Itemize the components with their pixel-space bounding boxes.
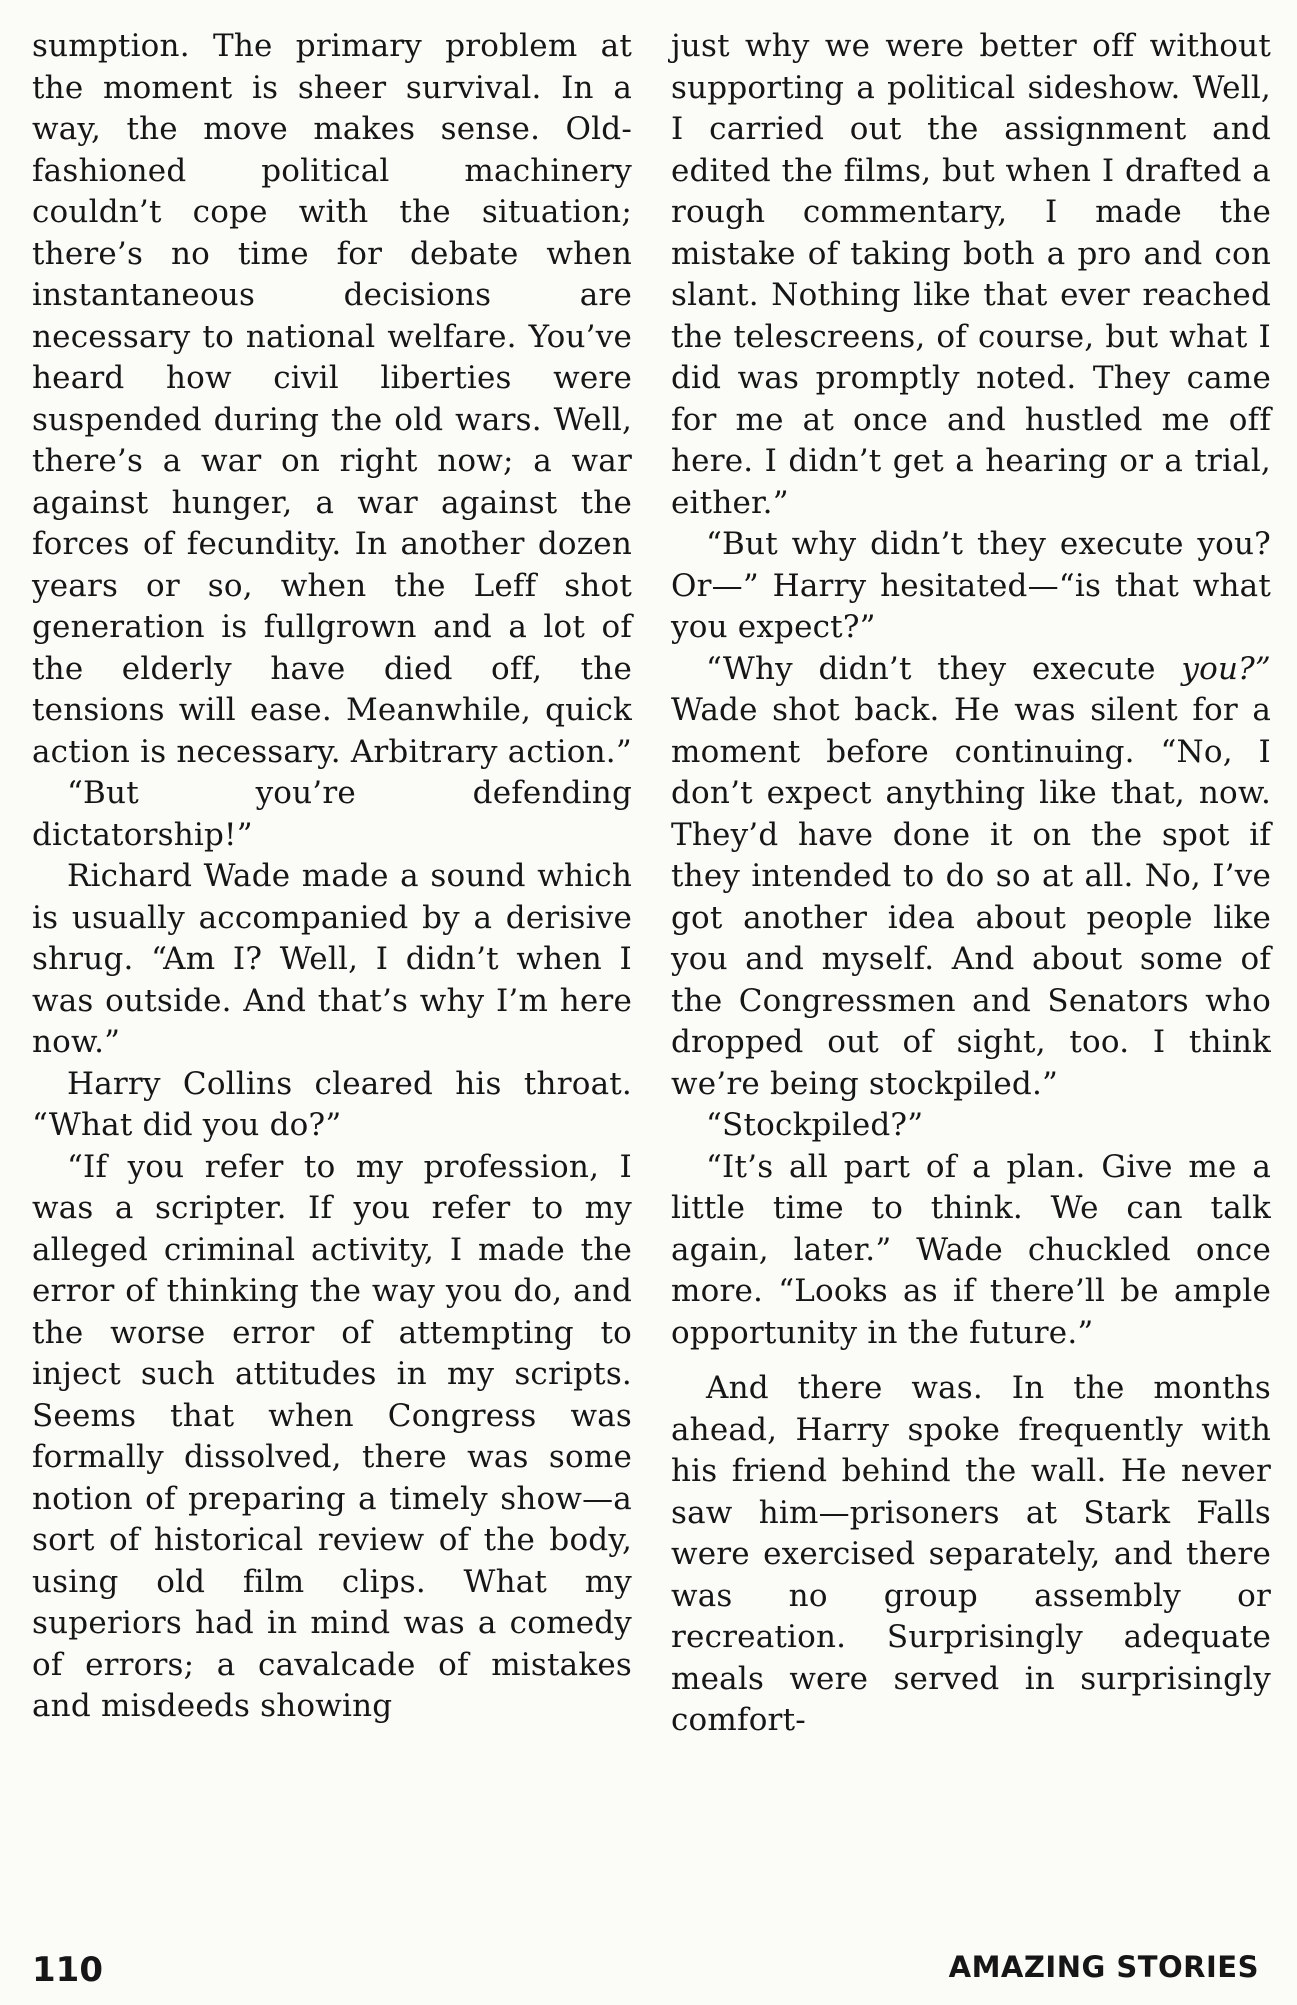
paragraph: “It’s all part of a plan. Give me a little time to think. We can talk again, later.” Wade chuckled once more. “Looks as if there’ll be ample opportunity in the future.”	[671, 1148, 1271, 1351]
paragraph-text: Wade shot back. He was silent for a moment before continuing. “No, I don’t expect anything like that, now. They’d have done it on the spot if they intended to do so at all. No, I’ve got another idea about people like you and myself. And about some of the Congressmen and Senators who dropped out of sight, too. I think we’re being stockpiled.”	[671, 692, 1271, 1102]
emphasis-text: you?”	[1181, 650, 1271, 687]
paragraph: Richard Wade made a sound which is usually accompanied by a derisive shrug. “Am I? Well, I didn’t when I was outside. And that’s why I’m here now.”	[32, 858, 632, 1060]
paragraph: just why we were better off without supporting a political sideshow. Well, I carried out the assignment and edited the films, but when I drafted a rough commentary, I made the mistake of taking both a pro and con slant. Nothing like that ever reached the telescreens, of course, but what I did was promptly noted. They came for me at once and hustled me off here. I didn’t get a hearing or a trial, either.”	[671, 28, 1271, 521]
paragraph: Harry Collins cleared his throat. “What did you do?”	[32, 1065, 632, 1143]
magazine-title: AMAZING STORIES	[948, 1950, 1259, 1984]
paragraph-text: “Why didn’t they execute	[706, 650, 1182, 687]
right-text-column	[671, 26, 1271, 1742]
paragraph: And there was. In the months ahead, Harry spoke frequently with his friend behind the wall. He never saw him—prisoners at Stark Falls were exercised separately, and there was no group assembly or recreation. Surprisingly adequate meals were served in surprisingly comfort-	[671, 1370, 1271, 1738]
paragraph: “But you’re defending dictatorship!”	[32, 775, 632, 853]
paragraph: “But why didn’t they execute you? Or—” Harry hesitated—“is that what you expect?”	[671, 526, 1271, 645]
left-text-column	[32, 26, 632, 1728]
page-number: 110	[32, 1950, 103, 1990]
paragraph: sumption. The primary problem at the moment is sheer survival. In a way, the move makes sense. Old-fashioned political machinery couldn’t cope with the situation; there’s no time for debate when instantaneous decisions are necessary to national welfare. You’ve heard how civil liberties were suspended during the old wars. Well, there’s a war on right now; a war against hunger, a war against the forces of fecundity. In another dozen years or so, when the Leff shot generation is fullgrown and a lot of the elderly have died off, the tensions will ease. Meanwhile, quick action is necessary. Arbitrary action.”	[32, 28, 632, 770]
paragraph	[671, 649, 1271, 1106]
paragraph: “If you refer to my profession, I was a scripter. If you refer to my alleged criminal activity, I made the error of thinking the way you do, and the worse error of attempting to inject such attitudes in my scripts. Seems that when Congress was formally dissolved, there was some notion of preparing a timely show—a sort of historical review of the body, using old film clips. What my superiors had in mind was a comedy of errors; a cavalcade of mistakes and misdeeds showing	[32, 1148, 632, 1724]
paragraph: “Stockpiled?”	[706, 1107, 924, 1143]
